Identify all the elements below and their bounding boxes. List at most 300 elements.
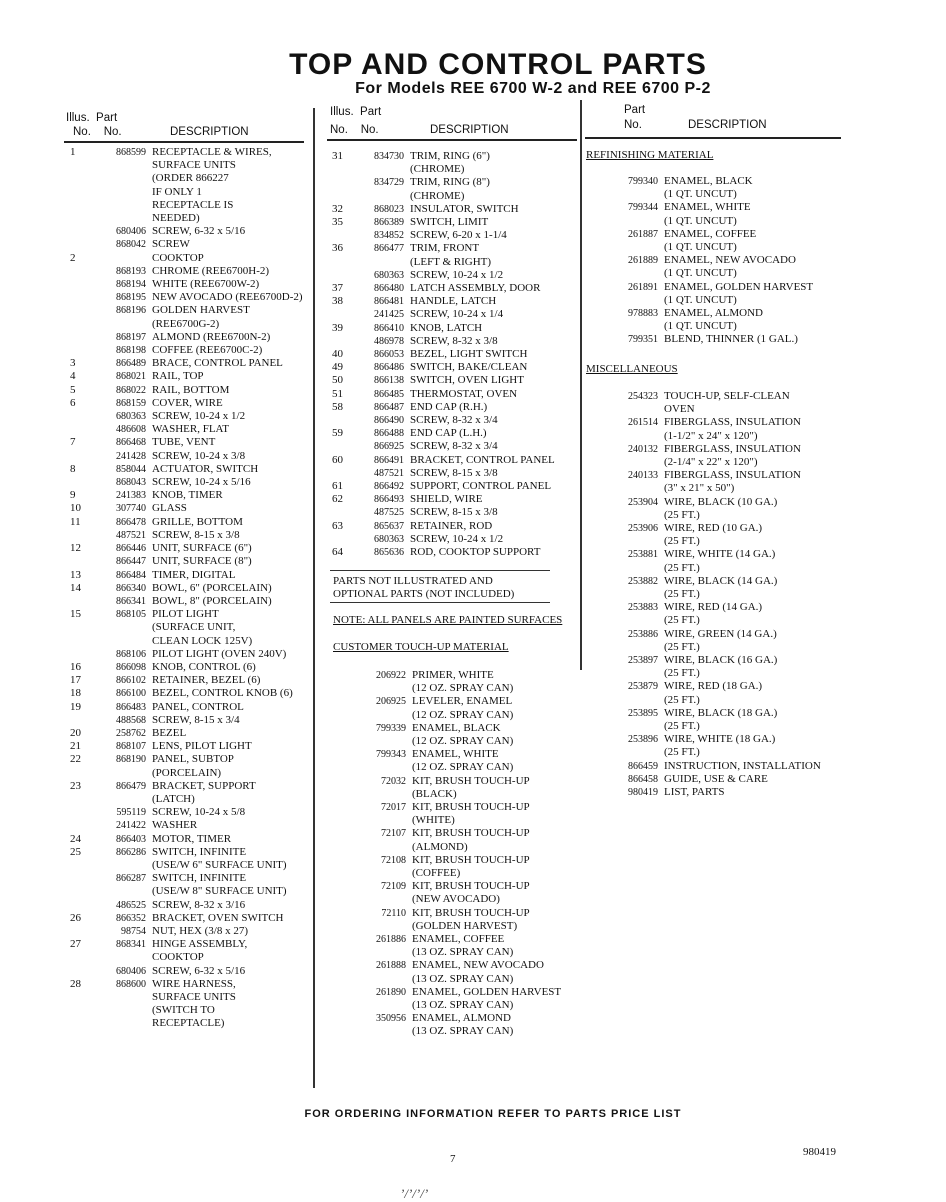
parts-row xyxy=(586,390,846,403)
parts-row xyxy=(332,401,582,414)
parts-row xyxy=(334,946,584,959)
part-description: RAIL, TOP xyxy=(152,370,204,383)
part-description: (GOLDEN HARVEST) xyxy=(412,919,518,932)
part-number xyxy=(360,256,410,269)
part-description: RECEPTACLE) xyxy=(152,1017,225,1030)
illus-number xyxy=(70,885,96,898)
parts-row xyxy=(70,304,315,317)
parts-row xyxy=(70,859,315,872)
parts-row xyxy=(70,252,315,265)
part-number xyxy=(96,199,152,212)
part-description: (25 FT.) xyxy=(664,588,700,601)
part-description: (12 OZ. SPRAY CAN) xyxy=(412,735,514,748)
parts-row xyxy=(70,450,315,463)
parts-row xyxy=(586,307,846,320)
parts-row xyxy=(70,159,315,172)
part-number: 866481 xyxy=(374,296,404,308)
part-description: (CHROME) xyxy=(410,189,465,202)
illus-number xyxy=(70,965,96,978)
part-description: (1-1/2" x 24" x 120") xyxy=(664,429,758,442)
illus-number: 61 xyxy=(332,480,343,493)
part-number: 350956 xyxy=(376,1013,406,1025)
parts-row xyxy=(70,542,315,555)
part-description: KIT, BRUSH TOUCH-UP xyxy=(412,906,530,919)
part-description: BOWL, 6" (PORCELAIN) xyxy=(152,581,272,594)
part-number xyxy=(334,761,412,774)
page-subtitle: For Models REE 6700 W-2 and REE 6700 P-2 xyxy=(355,80,711,97)
part-description: WIRE, WHITE (14 GA.) xyxy=(664,548,776,561)
parts-row xyxy=(70,489,315,502)
parts-row xyxy=(586,733,846,746)
part-number: 488568 xyxy=(116,714,146,726)
part-number: 866100 xyxy=(116,688,146,700)
part-number: 978883 xyxy=(628,308,658,320)
part-description: SCREW, 10-24 x 1/2 xyxy=(410,532,504,545)
part-description: BRACKET, SUPPORT xyxy=(152,779,256,792)
part-number: 206925 xyxy=(376,696,406,708)
parts-row xyxy=(586,469,846,482)
part-number: 866287 xyxy=(116,873,146,885)
illus-number: 32 xyxy=(332,202,343,215)
part-description: INSULATOR, SWITCH xyxy=(410,202,519,215)
col2-notes xyxy=(333,575,583,601)
parts-row xyxy=(334,1025,584,1038)
handwritten-mark: ʼ/ʼ/ʼ/ʼ xyxy=(400,1186,429,1201)
illus-number xyxy=(332,308,360,321)
parts-row xyxy=(70,265,315,278)
illus-number: 36 xyxy=(332,242,343,255)
part-description: TUBE, VENT xyxy=(152,436,216,449)
illus-number xyxy=(70,859,96,872)
part-number: 866479 xyxy=(116,780,146,792)
illus-number: 18 xyxy=(70,687,81,700)
touchup-list xyxy=(334,669,584,1039)
illus-number xyxy=(70,595,96,608)
note-painted xyxy=(333,614,583,627)
part-number: 261889 xyxy=(628,255,658,267)
part-description: SCREW, 10-24 x 1/2 xyxy=(152,410,246,423)
parts-row xyxy=(586,188,846,201)
part-number: 866403 xyxy=(116,833,146,845)
part-description: (1 QT. UNCUT) xyxy=(664,188,737,201)
illus-number xyxy=(70,172,96,185)
part-description: INSTRUCTION, INSTALLATION xyxy=(664,759,821,772)
parts-row xyxy=(70,991,315,1004)
illus-number: 3 xyxy=(70,357,76,370)
col3-header-part: Part xyxy=(624,104,646,116)
illus-number: 13 xyxy=(70,568,81,581)
part-number: 680406 xyxy=(116,965,146,977)
parts-row xyxy=(332,440,582,453)
part-description: (13 OZ. SPRAY CAN) xyxy=(412,972,514,985)
ordering-note: FOR ORDERING INFORMATION REFER TO PARTS PRICE LIST xyxy=(304,1108,682,1120)
parts-row xyxy=(70,463,315,476)
parts-row xyxy=(70,238,315,251)
part-number xyxy=(96,767,152,780)
parts-row xyxy=(70,846,315,859)
part-description: (25 FT.) xyxy=(664,720,700,733)
part-description: WHITE (REE6700W-2) xyxy=(152,278,260,291)
illus-number xyxy=(70,806,96,819)
part-number: 868042 xyxy=(116,239,146,251)
part-description: WIRE, RED (10 GA.) xyxy=(664,522,763,535)
part-number: 866352 xyxy=(116,912,146,924)
parts-row xyxy=(332,190,582,203)
part-number xyxy=(96,172,152,185)
part-description: WIRE, BLACK (10 GA.) xyxy=(664,495,778,508)
part-number: 240132 xyxy=(628,443,658,455)
parts-row xyxy=(70,529,315,542)
part-number: 680363 xyxy=(374,533,404,545)
part-number xyxy=(96,859,152,872)
part-description: HINGE ASSEMBLY, xyxy=(152,938,248,951)
part-number: 486525 xyxy=(116,899,146,911)
illus-number xyxy=(70,159,96,172)
part-description: SCREW, 8-32 x 3/4 xyxy=(410,440,498,453)
parts-row xyxy=(70,278,315,291)
parts-row xyxy=(70,569,315,582)
parts-row xyxy=(70,635,315,648)
parts-row xyxy=(586,588,846,601)
part-description: HANDLE, LATCH xyxy=(410,295,497,308)
part-description: KIT, BRUSH TOUCH-UP xyxy=(412,827,530,840)
parts-row xyxy=(586,773,846,786)
illus-number: 12 xyxy=(70,542,81,555)
part-description: (1 QT. UNCUT) xyxy=(664,241,737,254)
part-number: 799343 xyxy=(376,749,406,761)
illus-number xyxy=(70,714,96,727)
part-number: 866487 xyxy=(374,401,404,413)
part-number: 868197 xyxy=(116,331,146,343)
part-description: RETAINER, ROD xyxy=(410,519,493,532)
parts-row xyxy=(586,628,846,641)
parts-row xyxy=(70,648,315,661)
parts-row xyxy=(586,241,846,254)
part-number: 868196 xyxy=(116,305,146,317)
part-description: SCREW, 10-24 x 3/8 xyxy=(152,449,246,462)
part-number xyxy=(96,951,152,964)
part-number: 241425 xyxy=(374,309,404,321)
part-description: (12 OZ. SPRAY CAN) xyxy=(412,708,514,721)
parts-row xyxy=(70,225,315,238)
parts-row xyxy=(70,753,315,766)
illus-number xyxy=(70,291,96,304)
part-description: SCREW, 8-15 x 3/8 xyxy=(410,506,498,519)
parts-row xyxy=(70,687,315,700)
not-illustrated-line-2: OPTIONAL PARTS (NOT INCLUDED) xyxy=(333,588,515,601)
parts-row xyxy=(70,1004,315,1017)
illus-number: 21 xyxy=(70,740,81,753)
part-description: (1 QT. UNCUT) xyxy=(664,293,737,306)
illus-number: 6 xyxy=(70,396,76,409)
part-description: RETAINER, BEZEL (6) xyxy=(152,674,261,687)
parts-row xyxy=(586,746,846,759)
illus-number xyxy=(70,925,96,938)
part-number xyxy=(586,267,664,280)
part-number: 253896 xyxy=(628,734,658,746)
parts-row xyxy=(332,454,582,467)
illus-number xyxy=(332,190,360,203)
part-number: 486978 xyxy=(374,335,404,347)
col2-header-illus: Illus. Part xyxy=(330,106,382,118)
part-number: 254323 xyxy=(628,391,658,402)
part-number: 487521 xyxy=(116,529,146,541)
part-number: 868107 xyxy=(116,741,146,753)
parts-row xyxy=(586,575,846,588)
parts-row xyxy=(334,973,584,986)
part-number: 799340 xyxy=(628,176,658,187)
part-description: RAIL, BOTTOM xyxy=(152,383,230,396)
part-number xyxy=(96,621,152,634)
parts-row xyxy=(332,150,582,163)
part-description: TRIM, RING (6") xyxy=(410,150,490,162)
part-description: ENAMEL, GOLDEN HARVEST xyxy=(412,985,562,998)
parts-row xyxy=(586,201,846,214)
parts-row xyxy=(334,709,584,722)
part-number: 866480 xyxy=(374,283,404,295)
part-number: 868023 xyxy=(374,203,404,215)
illus-number: 64 xyxy=(332,546,343,559)
part-description: (2-1/4" x 22" x 120") xyxy=(664,456,758,469)
parts-row xyxy=(334,841,584,854)
parts-row xyxy=(586,786,846,799)
part-description: PANEL, SUBTOP xyxy=(152,753,234,766)
part-description: SCREW, 8-15 x 3/4 xyxy=(152,713,240,726)
part-description: WIRE, RED (14 GA.) xyxy=(664,601,763,614)
part-description: (12 OZ. SPRAY CAN) xyxy=(412,682,514,695)
part-description: (CHROME) xyxy=(410,163,465,176)
parts-row xyxy=(70,872,315,885)
part-number: 253879 xyxy=(628,681,658,693)
part-number xyxy=(360,190,410,203)
parts-row xyxy=(70,912,315,925)
part-number: 253883 xyxy=(628,602,658,614)
parts-row xyxy=(586,667,846,680)
part-description: SWITCH, LIMIT xyxy=(410,216,489,229)
part-number xyxy=(586,694,664,707)
illus-number xyxy=(332,229,360,242)
page-title: TOP AND CONTROL PARTS xyxy=(289,48,707,81)
parts-row xyxy=(332,295,582,308)
part-description: KNOB, CONTROL (6) xyxy=(152,660,256,673)
part-description: END CAP (L.H.) xyxy=(410,427,487,440)
part-number xyxy=(96,1004,152,1017)
part-number: 261887 xyxy=(628,228,658,240)
part-number xyxy=(96,212,152,225)
part-description: SWITCH, BAKE/CLEAN xyxy=(410,361,528,374)
note-painted-text: NOTE: ALL PANELS ARE PAINTED SURFACES xyxy=(333,614,563,626)
part-description: WIRE, BLACK (16 GA.) xyxy=(664,654,778,667)
part-number xyxy=(586,588,664,601)
part-description: SCREW, 10-24 x 5/8 xyxy=(152,806,246,819)
part-number: 866458 xyxy=(628,773,658,785)
part-number xyxy=(96,635,152,648)
part-number: 866485 xyxy=(374,388,404,400)
part-number: 98754 xyxy=(121,925,146,937)
parts-row xyxy=(332,493,582,506)
part-description: FIBERGLASS, INSULATION xyxy=(664,442,801,455)
part-number xyxy=(334,841,412,854)
part-number: 253882 xyxy=(628,575,658,587)
parts-row xyxy=(70,806,315,819)
part-description: GLASS xyxy=(152,502,187,515)
parts-row xyxy=(586,654,846,667)
part-number xyxy=(586,294,664,307)
illus-number xyxy=(70,212,96,225)
part-description: COVER, WIRE xyxy=(152,396,223,409)
parts-row xyxy=(332,256,582,269)
part-description: ENAMEL, NEW AVOCADO xyxy=(664,254,796,267)
part-number xyxy=(334,1025,412,1038)
illus-number xyxy=(70,648,96,661)
part-number: 868021 xyxy=(116,371,146,383)
illus-number xyxy=(70,186,96,199)
not-illustrated-top-rule xyxy=(330,570,550,571)
part-description: WIRE HARNESS, xyxy=(152,977,236,990)
parts-row xyxy=(70,793,315,806)
part-number: 866477 xyxy=(374,243,404,255)
part-number: 866489 xyxy=(116,358,146,370)
illus-number: 62 xyxy=(332,493,343,506)
part-number xyxy=(334,735,412,748)
part-number: 865636 xyxy=(374,547,404,559)
part-number: 240133 xyxy=(628,470,658,482)
part-description: GUIDE, USE & CARE xyxy=(664,772,768,785)
part-number: 241383 xyxy=(116,490,146,502)
part-number xyxy=(586,720,664,733)
part-description: SCREW, 10-24 x 1/2 xyxy=(410,268,504,281)
part-description: (25 FT.) xyxy=(664,508,700,521)
illus-number xyxy=(70,529,96,542)
parts-row xyxy=(334,880,584,893)
part-number xyxy=(334,946,412,959)
part-number: 253897 xyxy=(628,655,658,667)
part-number: 680406 xyxy=(116,226,146,238)
parts-row xyxy=(586,760,846,773)
parts-row xyxy=(334,748,584,761)
illus-number xyxy=(70,318,96,331)
illus-number xyxy=(70,423,96,436)
part-description: NEEDED) xyxy=(152,212,200,225)
part-description: RECEPTACLE & WIRES, xyxy=(152,146,272,158)
parts-row xyxy=(70,423,315,436)
illus-number: 14 xyxy=(70,581,81,594)
col3-header-no: No. xyxy=(624,119,642,131)
col1-header-rule xyxy=(64,141,304,143)
part-description: (USE/W 6" SURFACE UNIT) xyxy=(152,858,287,871)
parts-row xyxy=(70,436,315,449)
parts-row xyxy=(586,175,846,188)
part-description: PANEL, CONTROL xyxy=(152,700,244,713)
part-number: 868198 xyxy=(116,345,146,357)
parts-row xyxy=(332,388,582,401)
illus-number xyxy=(332,176,360,189)
parts-row xyxy=(586,614,846,627)
parts-row xyxy=(70,476,315,489)
parts-row xyxy=(70,727,315,740)
parts-row xyxy=(334,788,584,801)
part-description: IF ONLY 1 xyxy=(152,185,202,198)
part-number: 866410 xyxy=(374,322,404,334)
part-description: (BLACK) xyxy=(412,787,457,800)
part-number: 866483 xyxy=(116,701,146,713)
parts-row xyxy=(586,333,846,346)
part-number xyxy=(586,215,664,228)
illus-number xyxy=(332,467,360,480)
part-number: 486608 xyxy=(116,424,146,436)
part-description: ENAMEL, WHITE xyxy=(664,201,751,214)
part-number xyxy=(586,403,664,416)
part-number: 868043 xyxy=(116,477,146,489)
parts-row xyxy=(586,535,846,548)
part-description: ENAMEL, COFFEE xyxy=(664,227,757,240)
part-number: 487525 xyxy=(374,507,404,519)
part-description: SURFACE UNITS xyxy=(152,991,236,1003)
parts-row xyxy=(70,595,315,608)
illus-number xyxy=(332,533,360,546)
parts-row xyxy=(70,582,315,595)
parts-row xyxy=(70,925,315,938)
part-description: (PORCELAIN) xyxy=(152,766,222,779)
part-description: TRIM, FRONT xyxy=(410,242,480,255)
part-number: 866053 xyxy=(374,349,404,361)
parts-row xyxy=(70,186,315,199)
parts-row xyxy=(334,893,584,906)
parts-row xyxy=(334,695,584,708)
part-description: COOKTOP xyxy=(152,251,204,264)
touchup-heading xyxy=(333,641,583,654)
illus-number: 26 xyxy=(70,911,81,924)
illus-number: 37 xyxy=(332,282,343,295)
part-number xyxy=(334,973,412,986)
part-description: (1 QT. UNCUT) xyxy=(664,214,737,227)
part-description: (1 QT. UNCUT) xyxy=(664,267,737,280)
col2-header-rule xyxy=(327,139,577,141)
part-number xyxy=(96,1017,152,1030)
part-number: 206922 xyxy=(376,670,406,681)
parts-row xyxy=(70,291,315,304)
misc-list xyxy=(586,390,846,799)
part-description: ROD, COOKTOP SUPPORT xyxy=(410,546,541,559)
part-description: (25 FT.) xyxy=(664,640,700,653)
parts-row xyxy=(70,397,315,410)
part-description: TIMER, DIGITAL xyxy=(152,568,236,581)
parts-row xyxy=(70,819,315,832)
parts-row xyxy=(70,885,315,898)
illus-number: 50 xyxy=(332,374,343,387)
part-number: 799344 xyxy=(628,202,658,214)
illus-number xyxy=(70,872,96,885)
part-description: SCREW, 8-32 x 3/8 xyxy=(410,334,498,347)
illus-number xyxy=(70,819,96,832)
part-description: ENAMEL, ALMOND xyxy=(664,307,763,320)
illus-number: 28 xyxy=(70,977,81,990)
parts-row xyxy=(586,215,846,228)
illus-number: 16 xyxy=(70,660,81,673)
document-number: 980419 xyxy=(803,1146,836,1158)
part-description: (WHITE) xyxy=(412,814,455,827)
part-description: KIT, BRUSH TOUCH-UP xyxy=(412,801,530,814)
part-description: SCREW, 10-24 x 5/16 xyxy=(152,476,251,489)
illus-number xyxy=(70,899,96,912)
part-description: TOUCH-UP, SELF-CLEAN xyxy=(664,390,790,402)
parts-row xyxy=(70,357,315,370)
part-description: ENAMEL, ALMOND xyxy=(412,1012,511,1025)
part-description: BOWL, 8" (PORCELAIN) xyxy=(152,594,272,607)
illus-number: 38 xyxy=(332,295,343,308)
part-description: PRIMER, WHITE xyxy=(412,669,494,681)
refinishing-list xyxy=(586,175,846,347)
